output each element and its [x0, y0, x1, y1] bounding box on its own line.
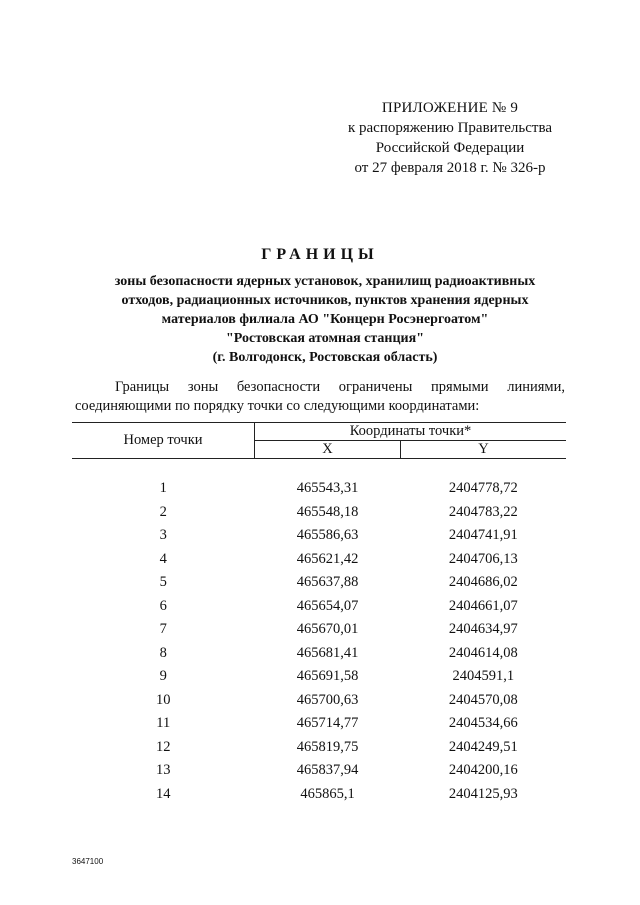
subtitle-line: зоны безопасности ядерных установок, хранилищ радиоактивных [114, 274, 536, 289]
y-coordinate-cell: 2404200,16 [448, 762, 518, 778]
table-row [72, 571, 566, 595]
point-number-cell: 5 [159, 574, 167, 590]
y-coordinate-cell: 2404778,72 [448, 480, 518, 496]
point-number-cell: 11 [156, 715, 171, 731]
x-coordinate-cell: 465700,63 [296, 691, 359, 708]
document-subtitle [60, 272, 590, 367]
point-number-cell: 10 [156, 691, 171, 708]
table-row [72, 642, 566, 666]
table-row [72, 618, 566, 642]
coordinates-table-body [72, 459, 566, 807]
x-coordinate-cell: 465548,18 [296, 503, 359, 520]
point-number-cell: 9 [159, 668, 167, 684]
table-row [72, 501, 566, 525]
appendix-reference: к распоряжению Правительства [347, 120, 552, 136]
intro-word: безопасности [236, 379, 321, 395]
y-coordinate-cell: 2404686,02 [448, 574, 518, 590]
appendix-date-number: от 27 февраля 2018 г. № 326-р [354, 160, 546, 176]
x-coordinate-cell: 465637,88 [296, 574, 359, 590]
x-coordinate-cell: 465714,77 [296, 715, 359, 731]
x-coordinate-cell: 465586,63 [296, 527, 359, 543]
subtitle-line: (г. Волгодонск, Ростовская область) [212, 350, 438, 365]
table-row [72, 689, 566, 713]
y-coordinate-cell: 2404706,13 [448, 550, 518, 567]
coordinates-table [72, 422, 566, 806]
y-coordinate-cell: 2404741,91 [448, 527, 518, 543]
y-coordinate-cell: 2404125,93 [448, 785, 518, 802]
x-coordinate-cell: 465543,31 [296, 480, 359, 496]
intro-paragraph [75, 378, 565, 416]
point-number-cell: 7 [159, 621, 167, 637]
y-coordinate-cell: 2404783,22 [448, 503, 518, 520]
table-row [72, 595, 566, 619]
intro-word: прямыми [431, 379, 489, 395]
point-number-cell: 6 [159, 597, 167, 614]
table-row [72, 736, 566, 760]
subtitle-line: отходов, радиационных источников, пунктов хранения ядерных [121, 293, 529, 308]
x-coordinate-cell: 465819,75 [296, 738, 359, 755]
intro-second-line: соединяющими по порядку точки со следующими координатами: [75, 398, 480, 414]
column-header-coordinates: Координаты точки* [255, 423, 567, 441]
intro-word: Границы [115, 379, 170, 395]
point-number-cell: 1 [159, 480, 167, 496]
intro-word: линиями, [507, 379, 565, 395]
y-coordinate-cell: 2404249,51 [448, 738, 518, 755]
x-coordinate-cell: 465621,42 [296, 550, 359, 567]
point-number-cell: 13 [156, 762, 171, 778]
subtitle-line: "Ростовская атомная станция" [226, 331, 424, 346]
x-coordinate-cell: 465837,94 [296, 762, 359, 778]
table-row [72, 665, 566, 689]
y-coordinate-cell: 2404634,97 [448, 621, 518, 637]
document-title: ГРАНИЦЫ [261, 246, 379, 263]
point-number-cell: 12 [156, 738, 171, 755]
column-header-number: Номер точки [72, 423, 255, 459]
column-header-x: X [255, 441, 401, 459]
intro-word: зоны [187, 379, 219, 395]
table-row [72, 712, 566, 736]
appendix-header [320, 98, 580, 178]
table-row [72, 548, 566, 572]
y-coordinate-cell: 2404661,07 [448, 597, 518, 614]
column-header-y: Y [401, 441, 567, 459]
y-coordinate-cell: 2404614,08 [448, 644, 518, 661]
y-coordinate-cell: 2404591,1 [452, 668, 515, 684]
intro-word: ограничены [338, 379, 413, 395]
x-coordinate-cell: 465670,01 [296, 621, 359, 637]
point-number-cell: 14 [156, 785, 171, 802]
x-coordinate-cell: 465654,07 [296, 597, 359, 614]
table-row [72, 459, 566, 501]
table-row [72, 759, 566, 783]
intro-first-line [75, 378, 565, 397]
table-row [72, 783, 566, 807]
point-number-cell: 8 [159, 644, 167, 661]
point-number-cell: 3 [159, 527, 167, 543]
x-coordinate-cell: 465865,1 [300, 785, 355, 802]
point-number-cell: 2 [159, 503, 167, 520]
y-coordinate-cell: 2404570,08 [448, 691, 518, 708]
x-coordinate-cell: 465681,41 [296, 644, 359, 661]
y-coordinate-cell: 2404534,66 [448, 715, 518, 731]
subtitle-line: материалов филиала АО "Концерн Росэнергоатом" [161, 312, 489, 327]
point-number-cell: 4 [159, 550, 167, 567]
table-row [72, 524, 566, 548]
appendix-authority: Российской Федерации [375, 140, 525, 156]
document-code: 3647100 [72, 857, 104, 866]
appendix-number: ПРИЛОЖЕНИЕ № 9 [381, 100, 519, 116]
x-coordinate-cell: 465691,58 [296, 668, 359, 684]
